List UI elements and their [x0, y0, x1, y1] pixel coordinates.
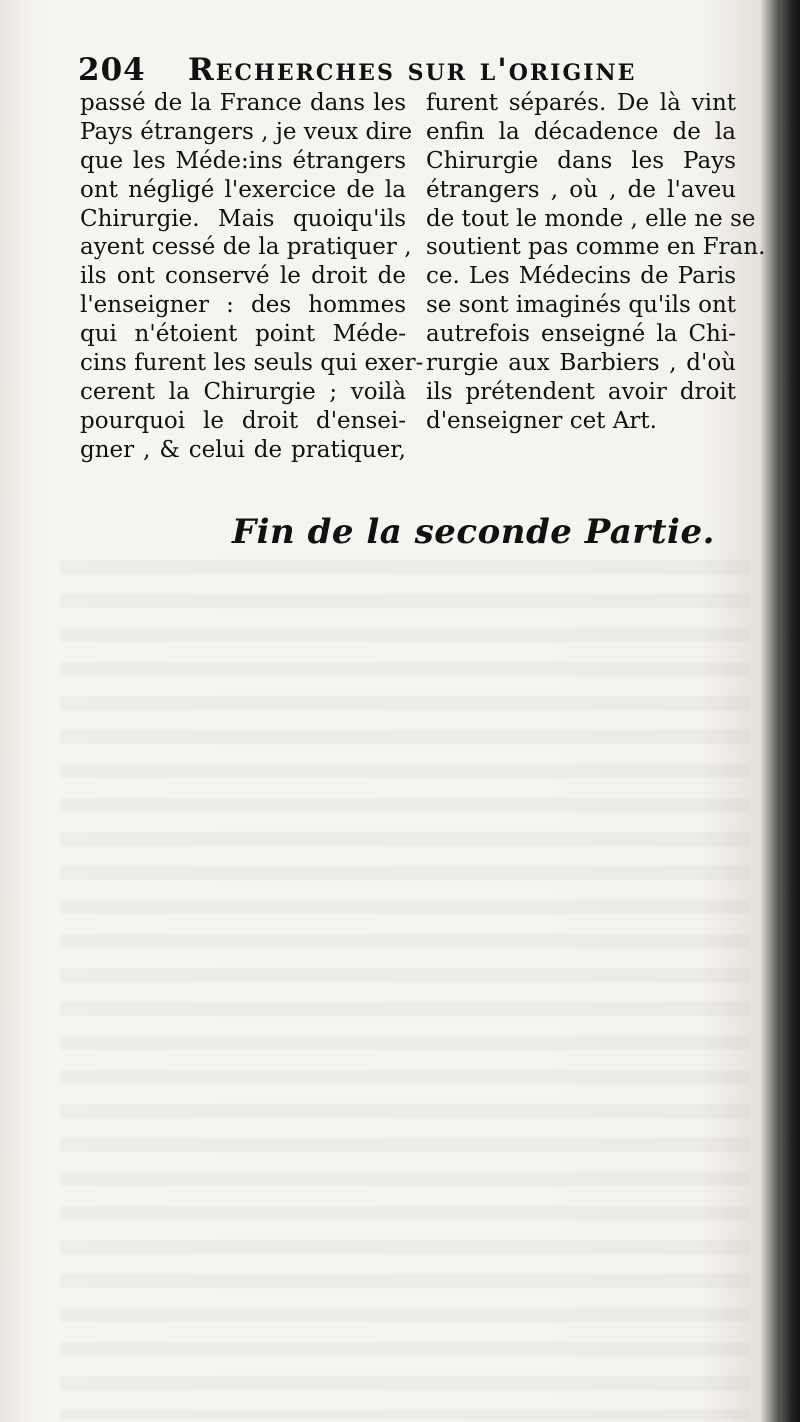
right-text-column: [426, 89, 766, 436]
text-line: Pays étrangers , je veux dire: [80, 118, 413, 145]
text-line: rurgie aux Barbiers , d'où: [426, 350, 736, 377]
text-line: passé de la France dans les: [80, 90, 406, 116]
running-title: Recherches sur l'origine: [188, 52, 637, 88]
text-line: étrangers , où , de l'aveu: [426, 176, 736, 203]
text-line: ce. Les Médecins de Paris: [426, 263, 736, 290]
book-spine-edge: [780, 0, 800, 1422]
page-number: 204: [78, 52, 146, 88]
text-line: qui n'étoient point Méde-: [80, 321, 406, 348]
text-line: l'enseigner : des hommes: [80, 292, 406, 319]
text-line: ils ont conservé le droit de: [80, 263, 406, 290]
page-header: [78, 52, 758, 92]
text-line: ont négligé l'exercice de la: [80, 176, 406, 203]
text-line: se sont imaginés qu'ils ont: [426, 292, 736, 319]
text-line: Chirurgie. Mais quoiqu'ils: [80, 205, 406, 232]
bleed-through-texture: [60, 560, 750, 1420]
text-line: ils prétendent avoir droit: [426, 378, 736, 405]
section-end-title: Fin de la seconde Partie.: [232, 512, 715, 552]
text-line: pourquoi le droit d'ensei-: [80, 407, 406, 434]
text-line: enfin la décadence de la: [426, 118, 736, 145]
text-line: furent séparés. De là vint: [426, 90, 736, 116]
text-line: cerent la Chirurgie ; voilà: [80, 378, 406, 405]
text-line: soutient pas comme en Fran.: [426, 234, 766, 261]
text-line: de tout le monde , elle ne se: [426, 205, 756, 232]
text-line: gner , & celui de pratiquer,: [80, 436, 406, 463]
text-line: Chirurgie dans les Pays: [426, 147, 736, 174]
text-line: ayent cessé de la pratiquer ,: [80, 234, 412, 261]
text-line: autrefois enseigné la Chi-: [426, 321, 736, 348]
text-line: cins furent les seuls qui exer-: [80, 350, 424, 377]
text-line: d'enseigner cet Art.: [426, 407, 657, 434]
text-line: que les Méde:ins étrangers: [80, 147, 406, 174]
left-text-column: [80, 89, 424, 465]
